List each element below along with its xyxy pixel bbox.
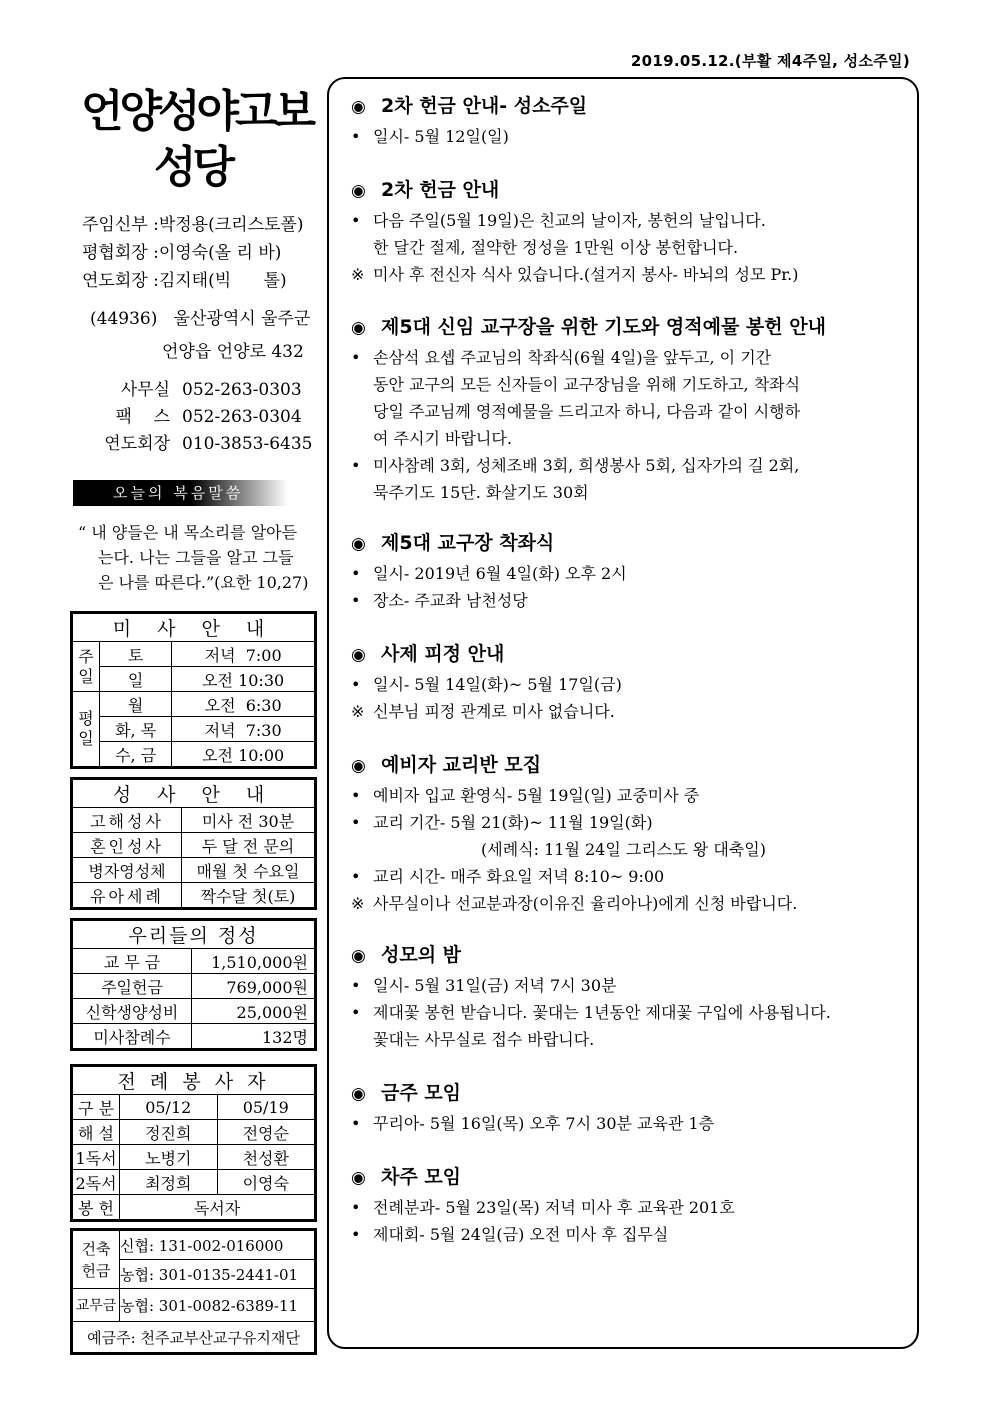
mass-day: 일 [100, 667, 172, 692]
staff-role: 주임신부 [82, 215, 148, 235]
servers-col: 구 분 [73, 1095, 120, 1120]
notice-line-marker: • [351, 976, 361, 995]
contact-label: 사무실 [120, 380, 170, 400]
notice-line-marker: • [351, 564, 361, 583]
address-line2: 언양읍 언양로 432 [162, 342, 304, 362]
notice-line-marker: • [351, 867, 361, 886]
building-fund-label [73, 1231, 120, 1289]
server-role: 1독서 [73, 1145, 120, 1170]
gospel-line: 는다. 나는 그들을 알고 그들 [98, 548, 294, 567]
target-bullet-icon: ◉ [351, 97, 366, 117]
notice-line-text: 제대회- 5월 24일(금) 오전 미사 후 집무실 [373, 1225, 669, 1244]
bank-account: 농협: 301-0082-6389-11 [120, 1289, 315, 1322]
notice-line [351, 782, 911, 809]
sacrament-info: 짝수달 첫(토) [182, 883, 315, 908]
notice-line [351, 809, 911, 836]
server-name: 천성환 [217, 1145, 315, 1170]
notice-line [351, 371, 911, 398]
server-role: 봉 헌 [73, 1195, 120, 1220]
notice-line [351, 1194, 911, 1221]
notice-line [351, 207, 911, 234]
offering-label: 주일헌금 [73, 974, 192, 999]
building-label-line: 헌금 [81, 1261, 111, 1280]
notice-section [351, 1080, 911, 1137]
notice-line [351, 398, 911, 425]
mass-schedule-table [72, 613, 315, 767]
bank-box [70, 1228, 317, 1355]
notice-line-text: 손삼석 요셉 주교님의 착좌식(6월 4일)을 앞두고, 이 기간 [373, 348, 772, 367]
notice-line-text: 묵주기도 15단. 화살기도 30회 [373, 483, 589, 502]
notice-line-marker: ※ [351, 702, 365, 721]
notice-title-text: 2차 헌금 안내 [381, 179, 500, 201]
notice-title-text: 제5대 신임 교구장을 위한 기도와 영적예물 봉헌 안내 [381, 316, 826, 338]
offering-value: 1,510,000원 [192, 949, 315, 974]
offerings-header: 우리들의 정성 [73, 921, 315, 949]
mass-header: 미 사 안 내 [73, 614, 315, 642]
notice-title [351, 752, 911, 779]
servers-col: 05/19 [217, 1095, 315, 1120]
notice-line [351, 1026, 911, 1053]
offering-label: 신학생양성비 [73, 999, 192, 1024]
notice-section [351, 641, 911, 725]
contact-value: 052-263-0304 [182, 407, 302, 427]
staff-list [70, 211, 315, 295]
notice-line [351, 1221, 911, 1248]
notice-line-text: 일시- 5월 14일(화)~ 5월 17일(금) [373, 675, 622, 694]
contact-row [70, 431, 315, 458]
notice-title-text: 차주 모임 [381, 1166, 462, 1188]
notice-line-text: 당일 주교님께 영적예물을 드리고자 하니, 다음과 같이 시행하 [373, 402, 801, 421]
notice-section [351, 752, 911, 917]
notice-title-text: 제5대 교구장 착좌식 [381, 532, 555, 554]
contact-row [70, 377, 315, 404]
server-name: 정진희 [120, 1120, 218, 1145]
notice-title-text: 성모의 밤 [381, 944, 462, 966]
notice-line-marker: ※ [351, 265, 365, 284]
target-bullet-icon: ◉ [351, 534, 366, 554]
notice-line-marker: • [351, 456, 361, 475]
mass-time: 오전 10:30 [172, 667, 315, 692]
notice-line-text: 교리 기간- 5월 21(화)~ 11월 19일(화) [373, 813, 653, 832]
notice-title-text: 2차 헌금 안내- 성소주일 [381, 95, 588, 117]
notice-line [351, 890, 911, 917]
server-name: 전영순 [217, 1120, 315, 1145]
mass-time: 저녁 7:00 [172, 642, 315, 667]
gospel-heading: 오늘의 복음말씀 [73, 480, 288, 506]
notice-title [351, 530, 911, 557]
staff-role: 연도회장 [82, 271, 148, 291]
notice-title [351, 93, 911, 120]
servers-header: 전 례 봉 사 자 [73, 1067, 315, 1095]
server-name: 이영숙 [217, 1170, 315, 1195]
gospel-text [70, 520, 315, 595]
staff-role: 평협회장 [82, 243, 148, 263]
notice-line-text: 예비자 입교 환영식- 5월 19일(일) 교중미사 중 [373, 786, 700, 805]
notice-title [351, 641, 911, 668]
server-role: 해 설 [73, 1120, 120, 1145]
notice-section [351, 1164, 911, 1248]
target-bullet-icon: ◉ [351, 756, 366, 776]
staff-row [82, 267, 315, 295]
sacraments-table [72, 779, 315, 908]
contact-label: 팩 스 [115, 407, 170, 427]
notice-line-text: 다음 주일(5월 19일)은 친교의 날이자, 봉헌의 날입니다. [373, 211, 766, 230]
sacrament-info: 두 달 전 문의 [182, 833, 315, 858]
notice-line-marker: • [351, 1198, 361, 1217]
notice-line-marker: • [351, 591, 361, 610]
notice-line-text: 미사 후 전신자 식사 있습니다.(설거지 봉사- 바뇌의 성모 Pr.) [373, 265, 799, 284]
notice-line [351, 972, 911, 999]
parish-title [70, 85, 315, 195]
offering-value: 769,000원 [192, 974, 315, 999]
title-line1: 언양성야고보 [80, 86, 313, 137]
notice-line-text: 전례분과- 5월 23일(목) 저녁 미사 후 교육관 201호 [373, 1198, 735, 1217]
notice-line-text: 일시- 5월 31일(금) 저녁 7시 30분 [373, 976, 617, 995]
notice-line-text: 장소- 주교좌 남천성당 [373, 591, 528, 610]
notice-section [351, 530, 911, 614]
left-column [70, 85, 315, 595]
address-line1: (44936) 울산광역시 울주군 [90, 309, 311, 329]
bank-table [72, 1230, 315, 1353]
notice-line-text: 일시- 2019년 6월 4일(화) 오후 2시 [373, 564, 627, 583]
sacrament-name: 고해성사 [73, 808, 182, 833]
mass-schedule-box [70, 611, 317, 769]
building-label-line: 건축 [81, 1239, 111, 1258]
notice-title-text: 예비자 교리반 모집 [381, 754, 542, 776]
title-line2: 성당 [153, 142, 231, 193]
notice-line-text: 일시- 5월 12일(일) [373, 127, 509, 146]
staff-name: :이영숙(올 리 바) [153, 243, 282, 263]
bulletin-date: 2019.05.12.(부활 제4주일, 성소주일) [630, 52, 910, 70]
mass-time: 저녁 7:30 [172, 717, 315, 742]
sacraments-box [70, 777, 317, 910]
notice-line-marker: • [351, 675, 361, 694]
notice-line [351, 863, 911, 890]
notice-title [351, 314, 911, 341]
mass-day: 화, 목 [100, 717, 172, 742]
bank-account: 신협: 131-002-016000 [120, 1231, 315, 1260]
sacrament-info: 미사 전 30분 [182, 808, 315, 833]
notice-line [351, 261, 911, 288]
notice-line [351, 234, 911, 261]
staff-row [82, 211, 315, 239]
sacrament-info: 매월 첫 수요일 [182, 858, 315, 883]
contact-value: 052-263-0303 [182, 380, 302, 400]
offering-value: 25,000원 [192, 999, 315, 1024]
server-name: 노병기 [120, 1145, 218, 1170]
notice-line-text: (세례식: 11월 24일 그리스도 왕 대축일) [481, 840, 766, 859]
notice-line [351, 123, 911, 150]
notice-line-marker: • [351, 127, 361, 146]
staff-name: :김지태(빅 톨) [153, 271, 287, 291]
offering-label: 교 무 금 [73, 949, 192, 974]
sacrament-name: 혼인성사 [73, 833, 182, 858]
notice-line-text: 제대꽃 봉헌 받습니다. 꽃대는 1년동안 제대꽃 구입에 사용됩니다. [373, 1003, 831, 1022]
offerings-box [70, 918, 317, 1051]
contact-value: 010-3853-6435 [182, 434, 313, 454]
sacrament-name: 유아세례 [73, 883, 182, 908]
gospel-line: “ 내 양들은 내 목소리를 알아듣 [78, 523, 298, 542]
target-bullet-icon: ◉ [351, 1168, 366, 1188]
notice-line-text: 동안 교구의 모든 신자들이 교구장님을 위해 기도하고, 착좌식 [373, 375, 801, 394]
notice-title-text: 사제 피정 안내 [381, 643, 505, 665]
notice-section [351, 177, 911, 288]
bank-account: 농협: 301-0135-2441-01 [120, 1260, 315, 1289]
target-bullet-icon: ◉ [351, 645, 366, 665]
offerings-table [72, 920, 315, 1049]
notice-section [351, 314, 911, 506]
notice-line-marker: • [351, 348, 361, 367]
server-role: 2독서 [73, 1170, 120, 1195]
notice-line-text: 여 주시기 바랍니다. [373, 429, 512, 448]
notice-line [351, 344, 911, 371]
notice-title [351, 177, 911, 204]
target-bullet-icon: ◉ [351, 181, 366, 201]
notice-line-marker: • [351, 813, 361, 832]
notice-line [351, 836, 911, 863]
notice-line-marker: • [351, 1225, 361, 1244]
weekday-label: 평일 [73, 692, 100, 767]
target-bullet-icon: ◉ [351, 1084, 366, 1104]
notice-line-marker: • [351, 1003, 361, 1022]
notice-line-text: 미사참례 3회, 성체조배 3회, 희생봉사 5회, 십자가의 길 2회, [373, 456, 800, 475]
server-name: 최정희 [120, 1170, 218, 1195]
notice-line [351, 452, 911, 479]
notice-line-text: 꾸리아- 5월 16일(목) 오후 7시 30분 교육관 1층 [373, 1114, 715, 1133]
notice-line [351, 999, 911, 1026]
notice-title [351, 1164, 911, 1191]
target-bullet-icon: ◉ [351, 318, 366, 338]
notice-line [351, 479, 911, 506]
notice-line-marker: ※ [351, 894, 365, 913]
mass-day: 토 [100, 642, 172, 667]
mass-day: 월 [100, 692, 172, 717]
staff-name: :박정용(크리스토폴) [153, 215, 304, 235]
contacts [70, 377, 315, 458]
servers-table [72, 1066, 315, 1220]
mass-time: 오전 10:00 [172, 742, 315, 767]
sacrament-name: 병자영성체 [73, 858, 182, 883]
notice-line-marker: • [351, 786, 361, 805]
notice-section [351, 93, 911, 150]
sunday-label: 주일 [73, 642, 100, 692]
notice-line [351, 671, 911, 698]
account-holder: 예금주: 천주교부산교구유지재단 [73, 1322, 315, 1353]
sacraments-header: 성 사 안 내 [73, 780, 315, 808]
notice-title [351, 1080, 911, 1107]
servers-box [70, 1064, 317, 1222]
notice-line [351, 1110, 911, 1137]
notice-line-text: 교리 시간- 매주 화요일 저녁 8:10~ 9:00 [373, 867, 665, 886]
notice-line-text: 사무실이나 선교분과장(이유진 율리아나)에게 신청 바랍니다. [373, 894, 798, 913]
notice-line [351, 587, 911, 614]
servers-col: 05/12 [120, 1095, 218, 1120]
contact-row [70, 404, 315, 431]
tithe-label: 교무금 [73, 1289, 120, 1322]
notice-line-marker: • [351, 211, 361, 230]
notice-line-text: 신부님 피정 관계로 미사 없습니다. [373, 702, 615, 721]
mass-time: 오전 6:30 [172, 692, 315, 717]
notice-line [351, 560, 911, 587]
notice-title-text: 금주 모임 [381, 1082, 462, 1104]
notice-title [351, 942, 911, 969]
notice-line-text: 꽃대는 사무실로 접수 바랍니다. [373, 1030, 595, 1049]
notice-line [351, 425, 911, 452]
notice-line-text: 한 달간 절제, 절약한 정성을 1만원 이상 봉헌합니다. [373, 238, 739, 257]
contact-label: 연도회장 [104, 434, 170, 454]
offering-value: 132명 [192, 1024, 315, 1049]
gospel-line: 은 나를 따른다.”(요한 10,27) [98, 573, 309, 592]
notices-panel [327, 77, 919, 1349]
address [70, 303, 315, 369]
notice-line-marker: • [351, 1114, 361, 1133]
offering-label: 미사참례수 [73, 1024, 192, 1049]
target-bullet-icon: ◉ [351, 946, 366, 966]
notice-line [351, 698, 911, 725]
mass-day: 수, 금 [100, 742, 172, 767]
server-name: 독서자 [120, 1195, 315, 1220]
notice-section [351, 942, 911, 1053]
staff-row [82, 239, 315, 267]
